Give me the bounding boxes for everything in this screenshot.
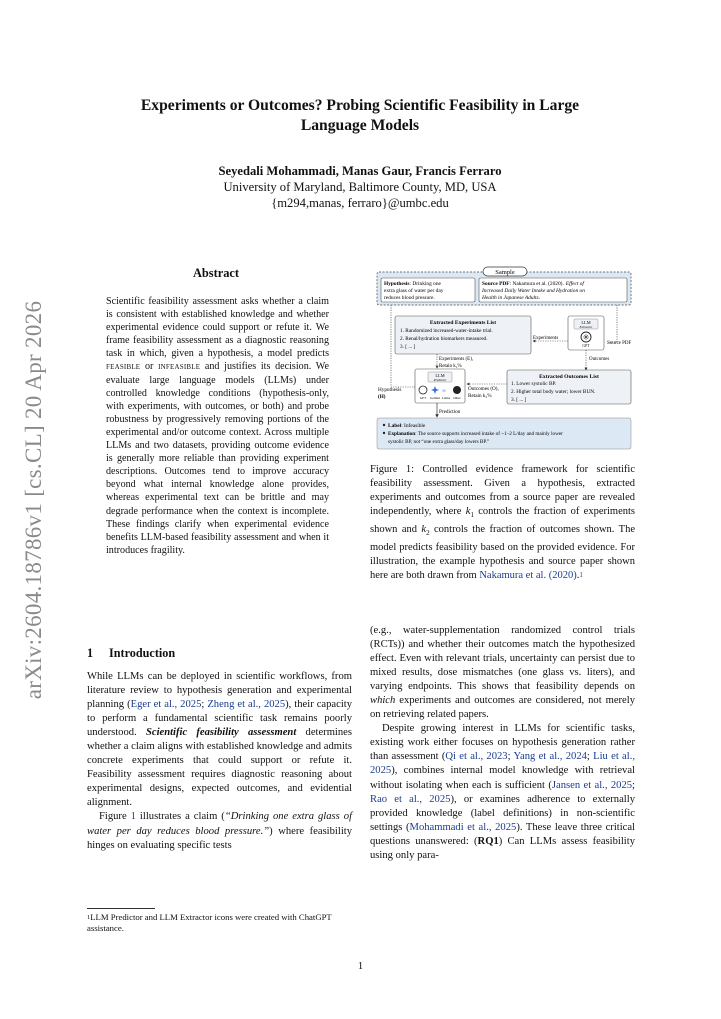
feasible-term: feasible xyxy=(106,361,141,373)
svg-text:systolic BP, not “one extra gl: systolic BP, not “one extra glass/day lowers BP.” xyxy=(388,439,490,445)
citation-jansen[interactable]: Jansen et al., 2025 xyxy=(551,779,633,791)
introduction-text: While LLMs can be deployed in scientific workflows, from literature review to hypothesis generation and experimental planning (Eger et al., 2025; Zheng et al., 2025), their capacity to perform a fundamental scientific task remains poorly understood. Scientific feasibility assessment determines whether a claim aligns with established knowledge and admits concrete experiments that could support or refute it. Feasibility assessment requires diagnostic reasoning about experimental designs, expected outcomes, and evidential alignment. Figure 1 illustrates a claim (“Drinking one extra glass of water per day reduces blood pressure.”) where feasibility hinges on evaluating specific tests xyxy=(87,671,353,851)
infeasible-term: infeasible xyxy=(158,361,201,373)
svg-text:1. Randomized increased-water: 1. Randomized increased-water-intake trial. xyxy=(400,328,493,334)
figure-1-diagram xyxy=(373,266,635,452)
prediction-edge-label: Prediction xyxy=(439,409,461,415)
llama-icon: ∞ xyxy=(442,389,446,394)
experiments-list-title: Extracted Experiments List xyxy=(429,320,497,326)
experiments-edge-label: Experiments xyxy=(533,336,559,341)
footnote: $^1$LLM Predictor and LLM Extractor icons were created with ChatGPT assistance. xyxy=(87,912,332,933)
abstract-text: Scientific feasibility assessment asks whether a claim is consistent with established knowledge and whether experimental evidence could support or refute it. We frame feasibility assessment as a diagnostic reasoning task in which, given a hypothesis, a model predicts feasible or infeasible and justifies its decision. We evaluate large language models (LLMs) under controlled knowledge conditions (hypothesis-only, with experiments, with outcomes, or both) and probe robustness by progressively removing portions of the experimental and/or outcome context. Across multiple LLMs and two datasets, providing outcome evidence is generally more reliable than providing experiment descriptions. Outcomes tend to improve accuracy beyond what internal knowledge alone provides, whereas experimental text can be brittle and may degrade performance when the context is incomplete. These findings clarify when experimental evidence benefits LLM-based feasibility assessment and when it introduces fragility. xyxy=(106,296,329,556)
svg-text:Gemini: Gemini xyxy=(430,396,440,400)
svg-text:(H): (H) xyxy=(378,394,386,400)
authors: Seyedali Mohammadi, Manas Gaur, Francis Ferraro xyxy=(218,164,502,178)
outcomes-o-label: Outcomes (O), xyxy=(468,386,499,392)
figure-1-caption: Figure 1: Controlled evidence framework for scientific feasibility assessment. Given a hypothesis, extracted experiments and outcomes from a source paper are revealed independently, where $k_1$ controls the fraction of experiments shown and $k_2$ controls the fraction of outcomes shown. The model predicts feasibility based on the provided evidence. For illustration, the example hypothesis and source paper shown here are both drawn from Nakamura et al. (2020).$^1$ xyxy=(370,464,635,581)
svg-text:1. Lower systolic BP.: 1. Lower systolic BP. xyxy=(511,381,557,387)
svg-text:3. [ ... ]: 3. [ ... ] xyxy=(511,397,527,403)
citation-zheng[interactable]: Zheng et al., 2025 xyxy=(207,699,286,711)
svg-text:Retain k₁%: Retain k₁% xyxy=(439,364,462,369)
svg-text:3. [ ... ]: 3. [ ... ] xyxy=(400,344,416,350)
experiments-e-label: Experiments (E), xyxy=(439,357,474,362)
title-line-1: Experiments or Outcomes? Probing Scientific Feasibility in Large xyxy=(140,97,580,114)
svg-text:Increased Daily Water Intake a: Increased Daily Water Intake and Hydration on xyxy=(482,288,585,294)
citation-eger[interactable]: Eger et al., 2025 xyxy=(130,699,202,711)
affiliation: University of Maryland, Baltimore County, MD, USA xyxy=(223,180,497,194)
hypothesis-input-label: Hypothesis xyxy=(378,387,402,393)
footnote-mark[interactable]: 1 xyxy=(579,570,583,579)
title-line-2: Language Models xyxy=(300,117,420,134)
citation-nakamura[interactable]: Nakamura et al. (2020) xyxy=(479,569,577,581)
svg-text:2. Renal/hydration biomarkers: 2. Renal/hydration biomarkers measured. xyxy=(400,336,488,342)
outcomes-list-title: Extracted Outcomes List xyxy=(539,374,599,380)
svg-text:Other: Other xyxy=(453,396,461,400)
prediction-label: Label: Infeasible xyxy=(388,423,426,429)
svg-text:LLM: LLM xyxy=(581,320,591,325)
prediction-explanation: Explanation: The source supports increased intake of ~1–2 L/day and mainly lower xyxy=(388,431,563,437)
arxiv-id: arXiv:2604.18786v1 [cs.CL] 20 Apr 2026 xyxy=(21,300,46,700)
email: {m294,manas, ferraro}@umbc.edu xyxy=(271,196,449,210)
figure-ref[interactable]: 1 xyxy=(130,811,136,823)
abstract-heading: Abstract xyxy=(192,266,240,280)
citation-yang[interactable]: Yang et al., 2024 xyxy=(513,751,587,763)
citation-rao[interactable]: Rao et al., 2025 xyxy=(370,793,451,805)
sample-label: Sample xyxy=(495,269,515,276)
citation-liu[interactable]: Liu et al., 2025 xyxy=(370,751,635,777)
page-number: 1 xyxy=(357,960,364,972)
svg-text:LLM: LLM xyxy=(435,373,445,378)
section-heading-introduction: 1 Introduction xyxy=(87,646,176,660)
svg-text:extra glass of water per day: extra glass of water per day xyxy=(384,288,444,294)
citation-qi[interactable]: Qi et al., 2023 xyxy=(445,751,508,763)
source-pdf-text: Source PDF: Nakamura et al. (2020). Effect of xyxy=(482,281,584,287)
footnote-rule xyxy=(87,908,155,909)
citation-mohammadi[interactable]: Mohammadi et al., 2025 xyxy=(409,821,517,833)
svg-text:2. Higher total body water; l: 2. Higher total body water; lower BUN. xyxy=(511,389,596,395)
svg-text:Llama: Llama xyxy=(441,396,451,400)
svg-text:Predictor: Predictor xyxy=(433,378,447,382)
arxiv-stamp xyxy=(4,295,64,705)
author-block xyxy=(100,163,620,211)
svg-text:Health in Japanese Adults.: Health in Japanese Adults. xyxy=(482,295,540,301)
outcomes-edge-label: Outcomes xyxy=(589,357,610,362)
hypothesis-text: Hypothesis: Drinking one xyxy=(384,281,441,287)
paper-title xyxy=(100,96,620,136)
svg-text:Extractor: Extractor xyxy=(579,325,593,329)
source-pdf-edge-label: Source PDF xyxy=(607,341,632,346)
right-column-text: (e.g., water-supplementation randomized control trials (RCTs)) and whether their outcomes match the hypothesized effect. Even with relevant trials, uncertainty can persist due to mixed results, dose mismatches (one glass vs. liters), and varying endpoints. This shows that feasibility depends on which experiments and outcomes are considered, not merely on retrieving related papers. Despite growing interest in LLMs for scientific tasks, existing work either focuses on hypothesis generation rather than assessment (Qi et al., 2023; Yang et al., 2024; Liu et al., 2025), combines internal model knowledge with retrieval without isolating when each is sufficient (Jansen et al., 2025; Rao et al., 2025), or examines adherence to externally provided knowledge (label definitions) in non-scientific settings (Mohammadi et al., 2025). These leave three critical questions unanswered: (RQ1) Can LLMs assess feasibility using only para- xyxy=(370,625,635,861)
other-model-icon xyxy=(453,386,461,394)
svg-text:Retain k₂%: Retain k₂% xyxy=(468,393,492,399)
svg-text:GPT: GPT xyxy=(582,344,590,348)
svg-text:reduces blood pressure.: reduces blood pressure. xyxy=(384,295,435,301)
svg-text:GPT: GPT xyxy=(419,396,427,400)
